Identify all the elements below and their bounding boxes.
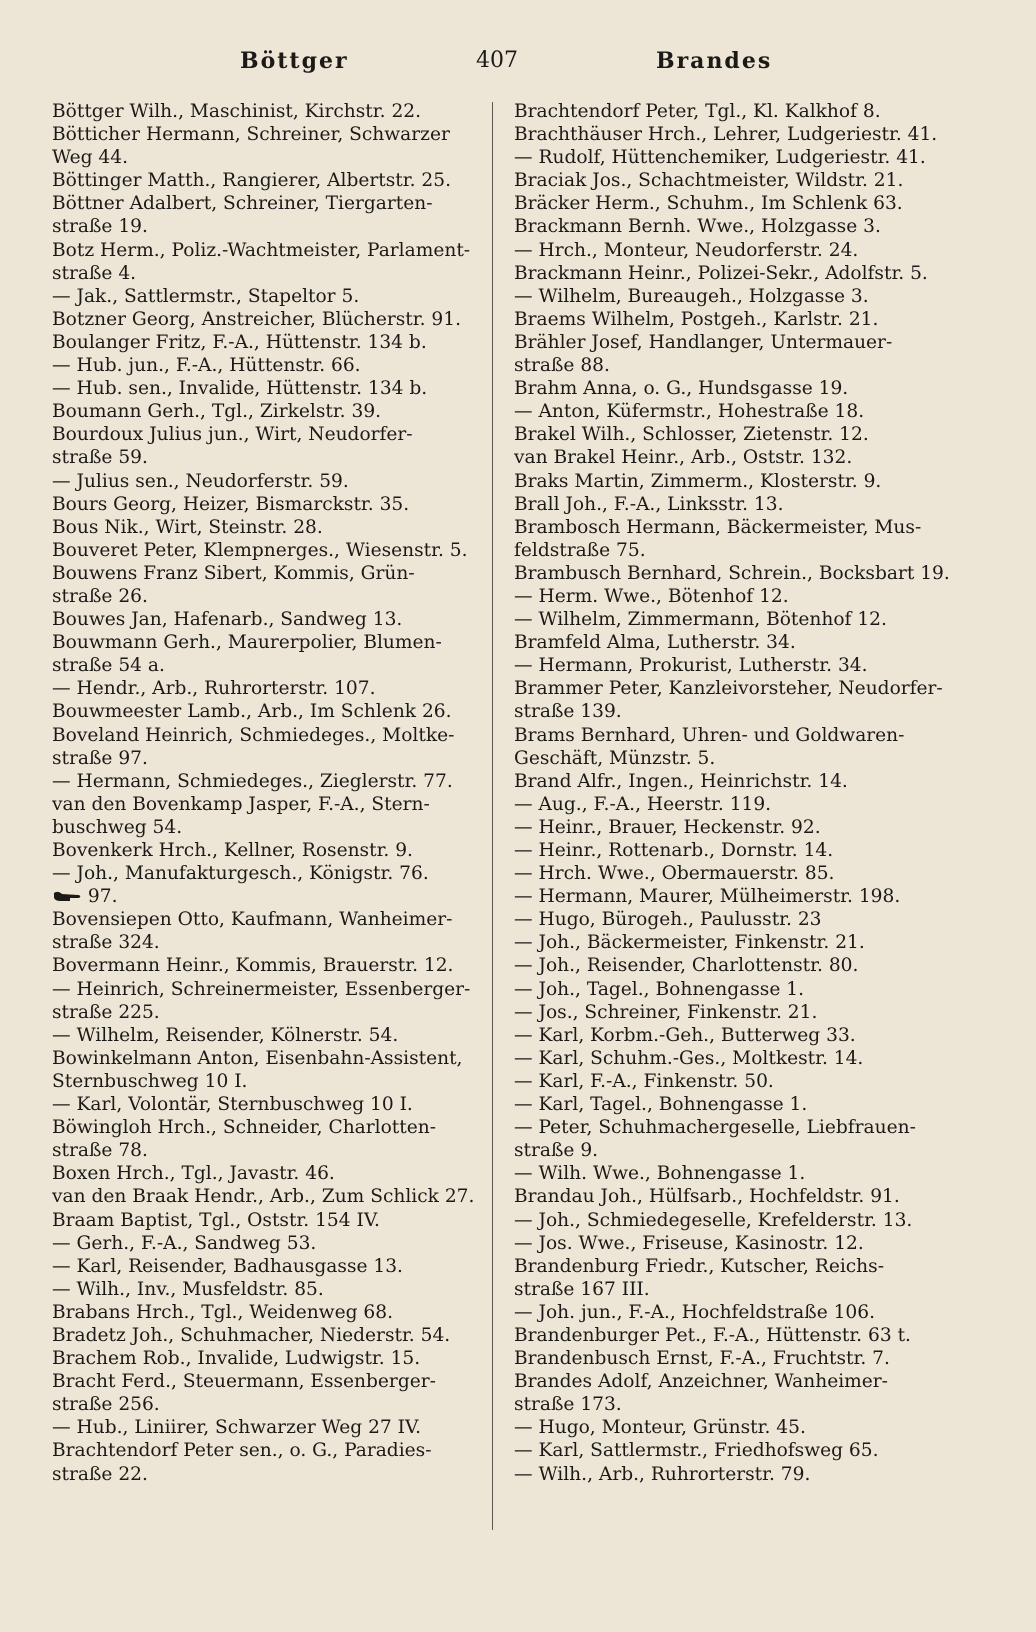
entry-text: — Karl, Korbm.-Geh., Butterweg 33. xyxy=(514,1024,856,1046)
entry-text: — Heinrich, Schreinermeister, Essenberger- xyxy=(52,978,471,1000)
entry-text: Brandenbusch Ernst, F.-A., Fruchtstr. 7. xyxy=(514,1348,890,1370)
directory-entry xyxy=(52,423,502,446)
entry-text: — Wilh., Arb., Ruhrorterstr. 79. xyxy=(514,1463,811,1485)
directory-entry xyxy=(52,377,502,400)
directory-entry-continuation xyxy=(52,1463,502,1486)
directory-entry-continuation xyxy=(514,354,964,377)
directory-entry xyxy=(514,1416,964,1439)
directory-entry xyxy=(52,1278,502,1301)
directory-entry xyxy=(514,1370,964,1393)
entry-text: Brackmann Heinr., Polizei-Sekr., Adolfstr. 5. xyxy=(514,262,928,284)
directory-entry xyxy=(514,192,964,215)
directory-entry xyxy=(514,470,964,493)
directory-entry xyxy=(52,1347,502,1370)
directory-entry xyxy=(514,654,964,677)
directory-entry xyxy=(52,908,502,931)
entry-text: — Hermann, Prokurist, Lutherstr. 34. xyxy=(514,655,868,677)
directory-entry xyxy=(52,539,502,562)
entry-text: Weg 44. xyxy=(52,147,128,169)
directory-entry xyxy=(514,1093,964,1116)
entry-text: Böttinger Matth., Rangierer, Albertstr. 25. xyxy=(52,170,451,192)
entry-text: Brähler Josef, Handlanger, Untermauer- xyxy=(514,331,893,353)
entry-text: Braciak Jos., Schachtmeister, Wildstr. 21. xyxy=(514,170,904,192)
directory-entry xyxy=(52,239,502,262)
entry-text: Brand Alfr., Ingen., Heinrichstr. 14. xyxy=(514,770,848,792)
directory-entry-continuation xyxy=(514,539,964,562)
directory-entry-continuation xyxy=(52,585,502,608)
entry-text: straße 256. xyxy=(52,1394,160,1416)
entry-text: — Julius sen., Neudorferstr. 59. xyxy=(52,470,349,492)
directory-entry xyxy=(52,1439,502,1462)
directory-entry xyxy=(514,585,964,608)
entry-text: — Jos., Schreiner, Finkenstr. 21. xyxy=(514,1001,818,1023)
entry-text: Sternbuschweg 10 I. xyxy=(52,1070,248,1092)
directory-entry xyxy=(514,308,964,331)
directory-entry xyxy=(514,169,964,192)
directory-entry xyxy=(52,285,502,308)
entry-text: — Joh. jun., F.-A., Hochfeldstraße 106. xyxy=(514,1301,876,1323)
entry-text: van den Bovenkamp Jasper, F.-A., Stern- xyxy=(52,793,430,815)
entry-text: straße 4. xyxy=(52,262,137,284)
directory-entry xyxy=(514,770,964,793)
entry-text: Botz Herm., Poliz.-Wachtmeister, Parlament- xyxy=(52,239,471,261)
directory-entry xyxy=(52,493,502,516)
directory-entry xyxy=(52,123,502,146)
directory-entry xyxy=(514,631,964,654)
entry-text: Brandenburger Pet., F.-A., Hüttenstr. 63 t. xyxy=(514,1324,911,1346)
entry-text: Böttger Wilh., Maschinist, Kirchstr. 22. xyxy=(52,101,422,122)
directory-entry xyxy=(514,1232,964,1255)
entry-text: — Rudolf, Hüttenchemiker, Ludgeriestr. 41. xyxy=(514,147,926,169)
directory-entry xyxy=(514,885,964,908)
entry-text: — Karl, Schuhm.-Ges., Moltkestr. 14. xyxy=(514,1047,864,1069)
entry-text: — Wilh. Wwe., Bohnengasse 1. xyxy=(514,1163,806,1185)
directory-entry xyxy=(514,239,964,262)
directory-entry xyxy=(52,1162,502,1185)
directory-entry xyxy=(514,123,964,146)
entry-text: — Karl, Sattlermstr., Friedhofsweg 65. xyxy=(514,1440,879,1462)
entry-text: straße 22. xyxy=(52,1463,148,1485)
directory-entry xyxy=(514,493,964,516)
entry-text: Bouwes Jan, Hafenarb., Sandweg 13. xyxy=(52,609,403,631)
entry-text: Bovensiepen Otto, Kaufmann, Wanheimer- xyxy=(52,909,453,931)
entry-text: — Jos. Wwe., Friseuse, Kasinostr. 12. xyxy=(514,1232,864,1254)
entry-text: straße 78. xyxy=(52,1140,148,1162)
directory-entry xyxy=(514,1047,964,1070)
directory-entry xyxy=(514,100,964,123)
entry-text: Brackmann Bernh. Wwe., Holzgasse 3. xyxy=(514,216,881,238)
entry-text: straße 97. xyxy=(52,747,148,769)
directory-entry-continuation xyxy=(52,215,502,238)
directory-entry xyxy=(52,1116,502,1139)
entry-text: Braam Baptist, Tgl., Oststr. 154 IV. xyxy=(52,1209,380,1231)
entry-text: Geschäft, Münzstr. 5. xyxy=(514,747,716,769)
directory-entry xyxy=(52,354,502,377)
directory-entry xyxy=(514,446,964,469)
directory-entry xyxy=(52,1370,502,1393)
directory-entry-continuation xyxy=(52,1001,502,1024)
running-head-right: Brandes xyxy=(656,48,773,74)
left-column xyxy=(52,100,502,1486)
entry-text: — Herm. Wwe., Bötenhof 12. xyxy=(514,585,789,607)
entry-text: Botzner Georg, Anstreicher, Blücherstr. 91. xyxy=(52,308,461,330)
directory-entry-continuation xyxy=(52,931,502,954)
directory-entry xyxy=(52,677,502,700)
directory-entry xyxy=(52,1324,502,1347)
entry-text: straße 59. xyxy=(52,447,148,469)
directory-entry xyxy=(514,816,964,839)
directory-entry-continuation xyxy=(514,747,964,770)
entry-text: — Joh., Reisender, Charlottenstr. 80. xyxy=(514,955,859,977)
entry-text: — Joh., Manufakturgesch., Königstr. 76. xyxy=(52,863,429,885)
directory-entry xyxy=(514,215,964,238)
page-header xyxy=(52,48,984,84)
entry-text: Brambosch Hermann, Bäckermeister, Mus- xyxy=(514,516,922,538)
entry-text: van den Braak Hendr., Arb., Zum Schlick 27. xyxy=(52,1186,475,1208)
entry-text: Brandenburg Friedr., Kutscher, Reichs- xyxy=(514,1255,884,1277)
entry-text: Bovenkerk Hrch., Kellner, Rosenstr. 9. xyxy=(52,840,413,861)
entry-text: Bouwmeester Lamb., Arb., Im Schlenk 26. xyxy=(52,701,452,723)
directory-entry xyxy=(52,1301,502,1324)
directory-entry xyxy=(514,1209,964,1232)
entry-text: van Brakel Heinr., Arb., Oststr. 132. xyxy=(514,447,853,469)
right-column xyxy=(514,100,964,1486)
entry-text: — Hugo, Bürogeh., Paulusstr. 23 xyxy=(514,909,822,931)
directory-entry xyxy=(514,908,964,931)
entry-text: Braks Martin, Zimmerm., Klosterstr. 9. xyxy=(514,470,882,492)
directory-entry-continuation xyxy=(52,885,502,908)
entry-text: — Heinr., Rottenarb., Dornstr. 14. xyxy=(514,840,834,861)
entry-text: Boveland Heinrich, Schmiedeges., Moltke- xyxy=(52,724,455,746)
directory-entry-continuation xyxy=(52,1139,502,1162)
directory-entry xyxy=(52,1024,502,1047)
entry-text: Bracht Ferd., Steuermann, Essenberger- xyxy=(52,1371,436,1393)
directory-entry xyxy=(52,954,502,977)
entry-text: straße 88. xyxy=(514,355,610,377)
directory-entry xyxy=(52,400,502,423)
directory-entry xyxy=(514,1439,964,1462)
entry-text: 97. xyxy=(87,886,118,908)
directory-entry xyxy=(514,978,964,1001)
directory-entry xyxy=(514,262,964,285)
directory-entry xyxy=(514,862,964,885)
entry-text: — Hermann, Schmiedeges., Zieglerstr. 77. xyxy=(52,770,453,792)
directory-entry xyxy=(514,931,964,954)
directory-entry xyxy=(514,1324,964,1347)
directory-entry-continuation xyxy=(514,1139,964,1162)
entry-text: — Hrch. Wwe., Obermauerstr. 85. xyxy=(514,863,835,885)
directory-entry xyxy=(52,1185,502,1208)
entry-text: Brachtendorf Peter sen., o. G., Paradies- xyxy=(52,1440,432,1462)
directory-entry xyxy=(52,1209,502,1232)
directory-entry xyxy=(52,331,502,354)
entry-text: feldstraße 75. xyxy=(514,539,646,561)
directory-entry xyxy=(52,793,502,816)
directory-entry xyxy=(52,700,502,723)
entry-text: Bovermann Heinr., Kommis, Brauerstr. 12. xyxy=(52,955,454,977)
entry-text: — Heinr., Brauer, Heckenstr. 92. xyxy=(514,816,821,838)
entry-text: straße 54 a. xyxy=(52,655,165,677)
entry-text: — Gerh., F.-A., Sandweg 53. xyxy=(52,1232,317,1254)
directory-entry xyxy=(514,285,964,308)
entry-text: — Hub. jun., F.-A., Hüttenstr. 66. xyxy=(52,355,361,377)
directory-entry xyxy=(514,400,964,423)
entry-text: straße 225. xyxy=(52,1001,160,1023)
entry-text: buschweg 54. xyxy=(52,816,183,838)
directory-entry-continuation xyxy=(52,1070,502,1093)
directory-entry-continuation xyxy=(52,446,502,469)
directory-entry xyxy=(514,1070,964,1093)
entry-text: — Karl, Volontär, Sternbuschweg 10 I. xyxy=(52,1094,413,1116)
entry-text: Brachem Rob., Invalide, Ludwigstr. 15. xyxy=(52,1348,421,1370)
entry-text: — Karl, F.-A., Finkenstr. 50. xyxy=(514,1070,774,1092)
entry-text: Bouwens Franz Sibert, Kommis, Grün- xyxy=(52,562,415,584)
entry-text: Brakel Wilh., Schlosser, Zietenstr. 12. xyxy=(514,424,869,446)
directory-entry xyxy=(514,146,964,169)
directory-entry xyxy=(514,516,964,539)
directory-entry xyxy=(514,724,964,747)
entry-text: — Peter, Schuhmachergeselle, Liebfrauen- xyxy=(514,1117,916,1139)
entry-text: Boulanger Fritz, F.-A., Hüttenstr. 134 b. xyxy=(52,331,427,353)
entry-text: Brams Bernhard, Uhren- und Goldwaren- xyxy=(514,724,905,746)
entry-text: Bouwmann Gerh., Maurerpolier, Blumen- xyxy=(52,632,442,654)
entry-text: — Aug., F.-A., Heerstr. 119. xyxy=(514,793,772,815)
entry-text: — Jak., Sattlermstr., Stapeltor 5. xyxy=(52,285,360,307)
entry-text: Brabans Hrch., Tgl., Weidenweg 68. xyxy=(52,1301,393,1323)
directory-entry xyxy=(52,770,502,793)
entry-text: Bourdoux Julius jun., Wirt, Neudorfer- xyxy=(52,424,413,446)
entry-text: — Hrch., Monteur, Neudorferstr. 24. xyxy=(514,239,859,261)
directory-entry xyxy=(52,978,502,1001)
directory-entry-continuation xyxy=(52,654,502,677)
directory-entry xyxy=(514,377,964,400)
directory-entry xyxy=(514,1185,964,1208)
directory-entry-continuation xyxy=(52,816,502,839)
entry-text: Bous Nik., Wirt, Steinstr. 28. xyxy=(52,516,323,538)
directory-entry xyxy=(514,562,964,585)
entry-text: Braems Wilhelm, Postgeh., Karlstr. 21. xyxy=(514,308,879,330)
directory-entry xyxy=(514,793,964,816)
directory-entry xyxy=(514,1001,964,1024)
entry-text: Brandes Adolf, Anzeichner, Wanheimer- xyxy=(514,1371,888,1393)
directory-entry xyxy=(514,331,964,354)
entry-text: Brammer Peter, Kanzleivorsteher, Neudorfer- xyxy=(514,678,943,700)
directory-entry xyxy=(52,724,502,747)
entry-text: — Hermann, Maurer, Mülheimerstr. 198. xyxy=(514,886,901,908)
entry-text: Brahm Anna, o. G., Hundsgasse 19. xyxy=(514,378,849,400)
directory-entry xyxy=(52,470,502,493)
directory-entry xyxy=(514,839,964,862)
directory-entry-continuation xyxy=(514,1393,964,1416)
entry-text: — Wilhelm, Reisender, Kölnerstr. 54. xyxy=(52,1024,399,1046)
entry-text: — Hugo, Monteur, Grünstr. 45. xyxy=(514,1417,806,1439)
entry-text: Böwingloh Hrch., Schneider, Charlotten- xyxy=(52,1117,436,1139)
directory-entry xyxy=(52,862,502,885)
directory-entry-continuation xyxy=(514,1278,964,1301)
page-number: 407 xyxy=(476,48,518,73)
directory-entry xyxy=(52,1093,502,1116)
directory-entry-continuation xyxy=(52,146,502,169)
directory-entry xyxy=(514,1463,964,1486)
entry-text: straße 19. xyxy=(52,216,148,238)
directory-entry-continuation xyxy=(52,262,502,285)
directory-entry xyxy=(514,1024,964,1047)
entry-text: — Hub. sen., Invalide, Hüttenstr. 134 b. xyxy=(52,378,428,400)
directory-entry xyxy=(52,1255,502,1278)
entry-text: Böttner Adalbert, Schreiner, Tiergarten- xyxy=(52,193,433,215)
directory-entry-continuation xyxy=(52,1393,502,1416)
entry-text: Boumann Gerh., Tgl., Zirkelstr. 39. xyxy=(52,401,382,423)
entry-text: Bowinkelmann Anton, Eisenbahn-Assistent, xyxy=(52,1047,463,1069)
directory-entry xyxy=(514,1162,964,1185)
entry-text: Bötticher Hermann, Schreiner, Schwarzer xyxy=(52,124,450,146)
entry-text: Bradetz Joh., Schuhmacher, Niederstr. 54. xyxy=(52,1324,451,1346)
entry-text: — Wilhelm, Zimmermann, Bötenhof 12. xyxy=(514,609,887,631)
directory-entry xyxy=(52,1047,502,1070)
entry-text: Bramfeld Alma, Lutherstr. 34. xyxy=(514,632,796,654)
entry-text: Brandau Joh., Hülfsarb., Hochfeldstr. 91. xyxy=(514,1186,900,1208)
entry-text: — Anton, Küfermstr., Hohestraße 18. xyxy=(514,401,865,423)
entry-text: — Wilhelm, Bureaugeh., Holzgasse 3. xyxy=(514,285,869,307)
directory-entry xyxy=(52,516,502,539)
entry-text: Brall Joh., F.-A., Linksstr. 13. xyxy=(514,493,784,515)
entry-text: — Hendr., Arb., Ruhrorterstr. 107. xyxy=(52,678,376,700)
entry-text: Brachtendorf Peter, Tgl., Kl. Kalkhof 8. xyxy=(514,101,881,122)
directory-entry xyxy=(514,1255,964,1278)
directory-entry xyxy=(514,954,964,977)
directory-entry xyxy=(52,631,502,654)
directory-entry-continuation xyxy=(514,700,964,723)
directory-entry xyxy=(52,308,502,331)
entry-text: — Joh., Bäckermeister, Finkenstr. 21. xyxy=(514,932,865,954)
directory-entry-continuation xyxy=(52,747,502,770)
directory-entry xyxy=(514,677,964,700)
column-divider xyxy=(492,102,493,1530)
entry-text: straße 173. xyxy=(514,1394,622,1416)
directory-entry xyxy=(52,608,502,631)
pointing-hand-icon xyxy=(52,890,82,904)
directory-entry xyxy=(52,1232,502,1255)
entry-text: Bours Georg, Heizer, Bismarckstr. 35. xyxy=(52,493,410,515)
directory-entry xyxy=(514,1301,964,1324)
entry-text: — Wilh., Inv., Musfeldstr. 85. xyxy=(52,1278,324,1300)
entry-text: straße 167 III. xyxy=(514,1278,650,1300)
directory-entry xyxy=(52,169,502,192)
entry-text: straße 9. xyxy=(514,1140,599,1162)
entry-text: Brachthäuser Hrch., Lehrer, Ludgeriestr. 41. xyxy=(514,124,938,146)
directory-entry xyxy=(52,1416,502,1439)
entry-text: straße 324. xyxy=(52,932,160,954)
directory-entry xyxy=(514,1347,964,1370)
entry-text: — Joh., Schmiedegeselle, Krefelderstr. 13. xyxy=(514,1209,913,1231)
directory-entry xyxy=(52,100,502,123)
directory-entry xyxy=(52,839,502,862)
entry-text: — Karl, Reisender, Badhausgasse 13. xyxy=(52,1255,403,1277)
directory-entry xyxy=(514,423,964,446)
directory-entry xyxy=(514,1116,964,1139)
entry-text: Boxen Hrch., Tgl., Javastr. 46. xyxy=(52,1163,335,1185)
entry-text: Brambusch Bernhard, Schrein., Bocksbart 19. xyxy=(514,562,950,584)
directory-entry xyxy=(514,608,964,631)
entry-text: — Hub., Liniirer, Schwarzer Weg 27 IV. xyxy=(52,1417,422,1439)
directory-entry xyxy=(52,562,502,585)
directory-entry xyxy=(52,192,502,215)
entry-text: — Joh., Tagel., Bohnengasse 1. xyxy=(514,978,805,1000)
entry-text: — Karl, Tagel., Bohnengasse 1. xyxy=(514,1094,808,1116)
running-head-left: Böttger xyxy=(240,48,349,74)
entry-text: straße 139. xyxy=(514,701,622,723)
entry-text: straße 26. xyxy=(52,585,148,607)
entry-text: Bouveret Peter, Klempnerges., Wiesenstr. 5. xyxy=(52,539,468,561)
entry-text: Bräcker Herm., Schuhm., Im Schlenk 63. xyxy=(514,193,903,215)
